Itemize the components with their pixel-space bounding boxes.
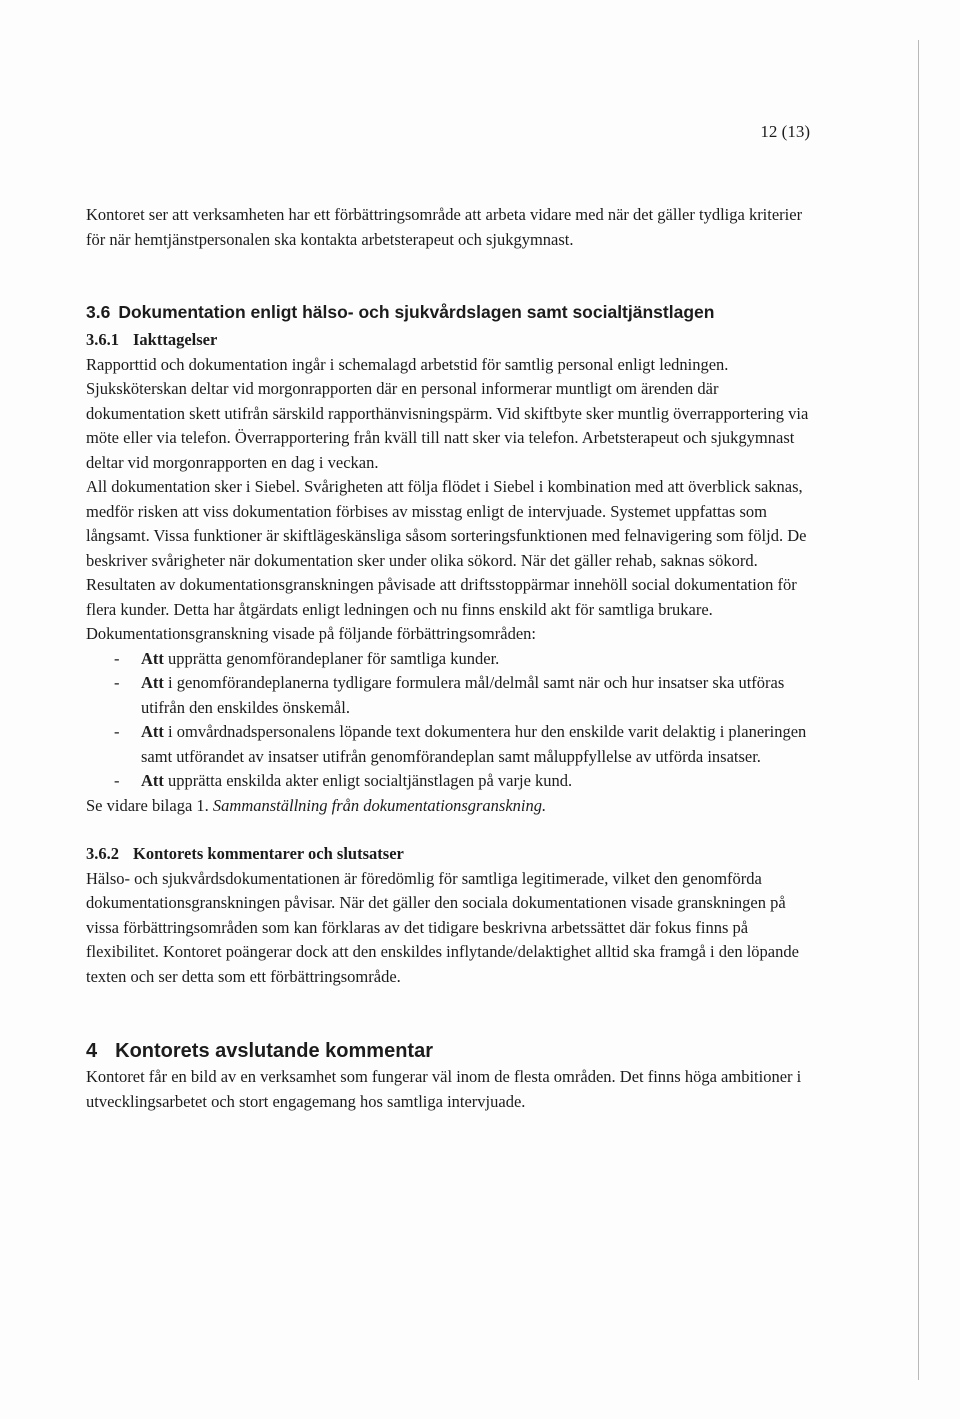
section-3-6-1-number: 3.6.1 [86, 330, 119, 349]
list-item-text: i omvårdnadspersonalens löpande text dokumentera hur den enskilde varit delaktig i planeringen samt utförandet av insatser utifrån genomförandeplan samt måluppfyllelse av utförda insatser. [141, 722, 807, 766]
section-3-6-number: 3.6 [86, 302, 111, 322]
list-item-lead: Att [141, 648, 164, 668]
section-4-title: Kontorets avslutande kommentar [115, 1040, 433, 1062]
page-edge-line [918, 40, 919, 1380]
closing-paragraph: Kontoret får en bild av en verksamhet som fungerar väl inom de flesta områden. Det finns höga ambitioner i utvecklingsarbetet och stort engagemang hos samtliga intervjuade. [86, 1067, 802, 1111]
list-bullet: - [114, 673, 120, 692]
page-number: 12 (13) [760, 122, 810, 141]
section-3-6-heading [86, 300, 821, 324]
list-item-text: upprätta enskilda akter enligt socialtjänstlagen på varje kund. [163, 771, 573, 790]
section-4-number: 4 [86, 1040, 98, 1062]
list-bullet: - [114, 648, 120, 668]
list-item-text: upprätta genomförandeplaner för samtliga kunder. [163, 648, 500, 668]
see-also-reference [86, 794, 821, 819]
document-body [86, 203, 821, 1114]
observations-paragraph-2: All dokumentation sker i Siebel. Svårigheten att följa flödet i Siebel i kombination med att överblick saknas, medför risken att viss dokumentation förbises av misstag enligt de intervjuade. Systemet uppfattas som långsamt. Vissa funktioner är skiftlägeskänsliga såsom sorteringsfunktionen med felnavigering som följd. De beskriver svårigheter när dokumentation sker under olika sökord. När det gäller rehab, saknas sökord. [86, 477, 807, 570]
observations-paragraph-1: Rapporttid och dokumentation ingår i schemalagd arbetstid för samtlig personal enligt ledningen. Sjuksköterskan deltar vid morgonrapporten där en personal informerar muntligt om ärenden där dokumentation skett utifrån särskild rapporthänvisningspärm. Vid skiftbyte sker muntlig överrapportering via möte eller via telefon. Överrapportering från kväll till natt sker via telefon. Arbetsterapeut och sjukgymnast deltar vid morgonrapporten en dag i veckan. [86, 354, 809, 472]
observations-paragraph-3: Resultaten av dokumentationsgranskningen påvisade att driftsstoppärmar innehöll social dokumentation för flera kunder. Detta har åtgärdats enligt ledningen och nu finns enskild akt för samtliga brukare. [86, 575, 797, 619]
section-3-6-title: Dokumentation enligt hälso- och sjukvårdslagen samt socialtjänstlagen [118, 302, 715, 322]
list-item-lead: Att [141, 771, 164, 790]
improvement-list-intro: Dokumentationsgranskning visade på följande förbättringsområden: [86, 624, 536, 643]
list-item-lead: Att [141, 673, 164, 692]
section-3-6-1-heading [86, 328, 821, 353]
see-also-prefix: Se vidare bilaga 1. [86, 795, 213, 815]
list-item [86, 769, 821, 794]
list-item-text: i genomförandeplanerna tydligare formulera mål/delmål samt när och hur insatser ska utföras utifrån den enskildes önskemål. [141, 673, 785, 717]
section-3-6-1-title: Iakttagelser [133, 330, 218, 349]
list-bullet: - [114, 771, 120, 790]
list-bullet: - [114, 722, 120, 741]
conclusions-paragraph: Hälso- och sjukvårdsdokumentationen är föredömlig för samtliga legitimerade, vilket den genomförda dokumentationsgranskningen påvisar. När det gäller den sociala dokumentationen visade granskningen på vissa förbättringsområden som kan förklaras av det tidigare beskrivna arbetssättet där fokus finns på flexibilitet. Kontoret poängerar dock att den enskildes inflytande/delaktighet alltid ska framgå i den löpande texten och ser detta som ett förbättringsområde. [86, 868, 799, 986]
list-item [86, 720, 821, 769]
improvement-list [86, 647, 821, 794]
section-3-6-2-heading [86, 842, 821, 867]
section-3-6-2-title: Kontorets kommentarer och slutsatser [133, 844, 404, 863]
list-item [86, 647, 821, 672]
see-also-title: Sammanställning från dokumentationsgranskning. [212, 795, 547, 815]
list-item-lead: Att [141, 722, 164, 741]
list-item [86, 671, 821, 720]
section-3-6-2-number: 3.6.2 [86, 844, 119, 863]
intro-paragraph: Kontoret ser att verksamheten har ett förbättringsområde att arbeta vidare med när det gäller tydliga kriterier för när hemtjänstpersonalen ska kontakta arbetsterapeut och sjukgymnast. [86, 205, 803, 249]
section-4-heading [86, 1037, 821, 1065]
